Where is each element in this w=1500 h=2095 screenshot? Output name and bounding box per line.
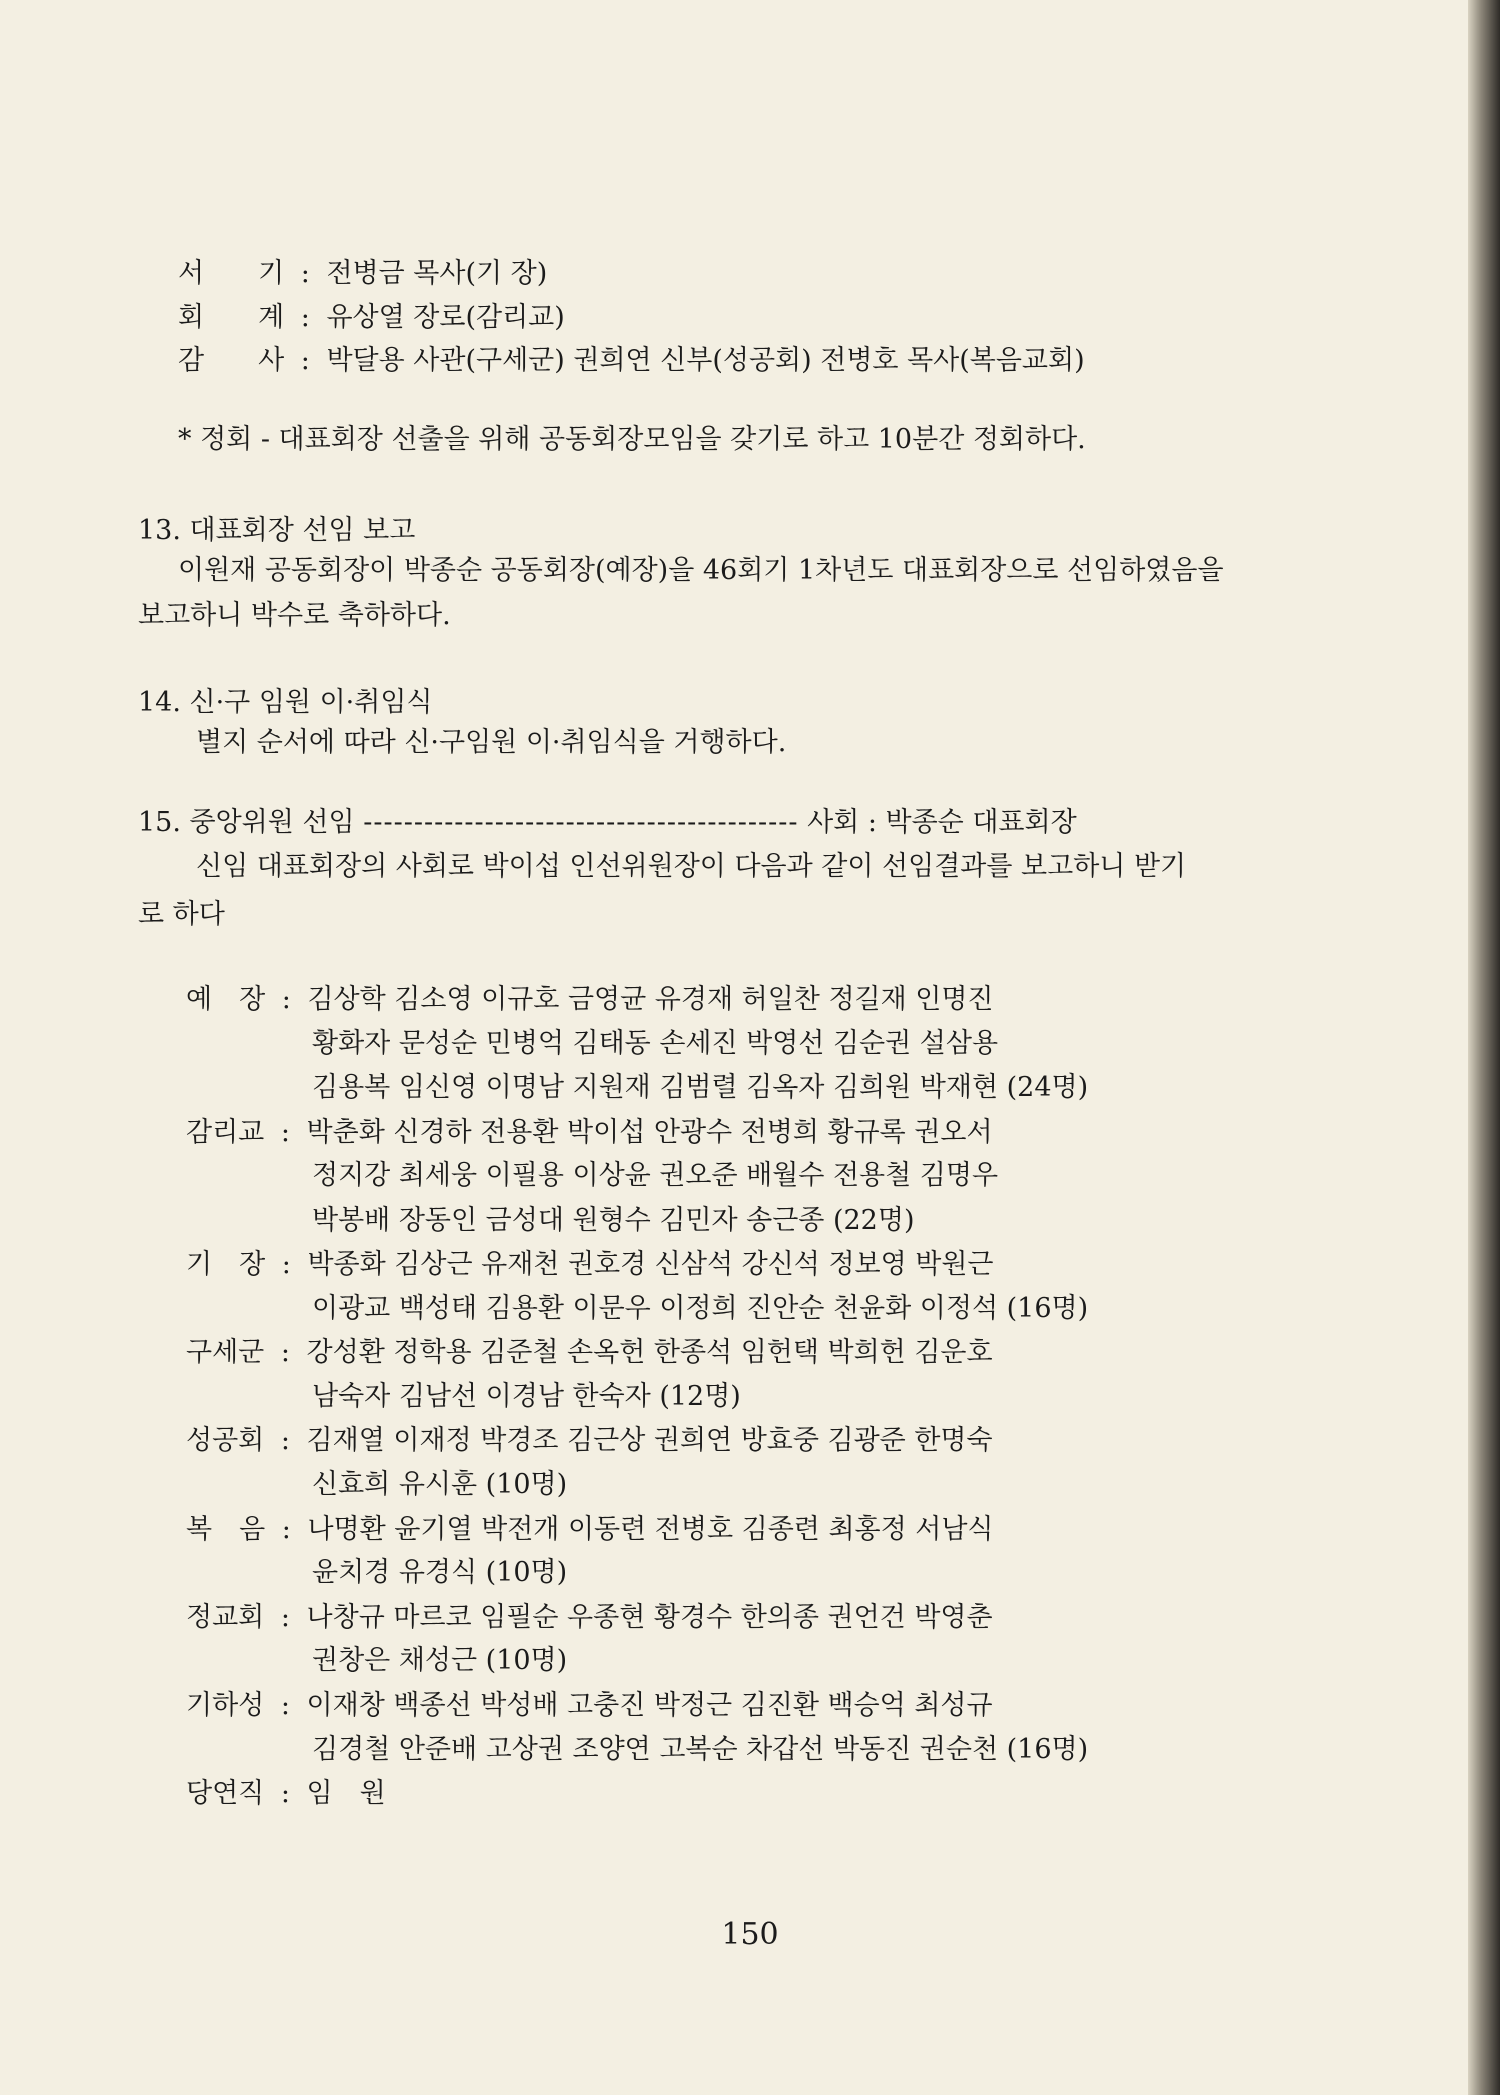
section-15-line2: 로 하다 xyxy=(138,899,225,930)
section-15-line1: 신임 대표회장의 사회로 박이섭 인선위원장이 다음과 같이 선임결과를 보고하니 받기 xyxy=(196,851,1187,882)
member-names: 박춘화 신경하 전용환 박이섭 안광수 전병희 황규록 권오서 xyxy=(306,1117,993,1148)
denomination-label: 성공회 xyxy=(186,1425,265,1456)
colon: : xyxy=(300,258,310,289)
member-names: 윤치경 유경식 (10명) xyxy=(312,1557,568,1588)
colon: : xyxy=(280,1690,290,1721)
dash-leader: ------------------------------------------- xyxy=(363,807,799,838)
section-15-heading: 15. 중앙위원 선임 xyxy=(138,807,355,838)
member-names: 박봉배 장동인 금성대 원형수 김민자 송근종 (22명) xyxy=(312,1205,915,1236)
committee-row xyxy=(186,1600,993,1636)
member-names: 김상학 김소영 이규호 금영균 유경재 허일찬 정길재 인명진 xyxy=(307,984,994,1015)
committee-row xyxy=(186,1776,386,1812)
section-13-heading: 13. 대표회장 선임 보고 xyxy=(138,515,416,546)
officer-label: 감 사 xyxy=(178,345,285,376)
member-names: 김용복 임신영 이명남 지원재 김범렬 김옥자 김희원 박재현 (24명) xyxy=(312,1072,1089,1103)
bleed-through-text xyxy=(760,240,1380,302)
section-14-body: 별지 순서에 따라 신·구임원 이·취임식을 거행하다. xyxy=(196,727,787,758)
member-names: 김경철 안준배 고상권 조양연 고복순 차갑선 박동진 권순천 (16명) xyxy=(312,1734,1089,1765)
denomination-label: 복 음 xyxy=(186,1514,266,1545)
officer-line xyxy=(178,343,1085,379)
colon: : xyxy=(280,1425,290,1456)
committee-row xyxy=(186,1335,993,1371)
committee-row xyxy=(186,1247,994,1283)
page-number: 150 xyxy=(721,1917,779,1952)
member-names: 강성환 정학용 김준철 손옥헌 한종석 임헌택 박희헌 김운호 xyxy=(306,1337,993,1368)
committee-row xyxy=(186,1115,993,1151)
colon: : xyxy=(281,984,291,1015)
member-names: 신효희 유시훈 (10명) xyxy=(312,1469,568,1500)
officer-label: 회 계 xyxy=(178,302,285,333)
denomination-label: 기하성 xyxy=(186,1690,265,1721)
member-names: 이광교 백성태 김용환 이문우 이정희 진안순 천윤화 이정석 (16명) xyxy=(312,1293,1089,1324)
denomination-label: 기 장 xyxy=(186,1249,266,1280)
section-15-heading-line xyxy=(138,805,1077,841)
member-names: 권창은 채성근 (10명) xyxy=(312,1645,568,1676)
recess-note: * 정회 - 대표회장 선출을 위해 공동회장모임을 갖기로 하고 10분간 정회하다. xyxy=(178,424,1086,455)
committee-row xyxy=(186,1688,993,1724)
officer-line xyxy=(178,256,547,292)
officer-text: 박달용 사관(구세군) 권희연 신부(성공회) 전병호 목사(복음교회) xyxy=(326,345,1085,376)
officer-line xyxy=(178,300,565,336)
colon: : xyxy=(281,1514,291,1545)
denomination-label: 감리교 xyxy=(186,1117,265,1148)
officer-text: 전병금 목사(기 장) xyxy=(326,258,548,289)
member-names: 이재창 백종선 박성배 고충진 박정근 김진환 백승억 최성규 xyxy=(306,1690,993,1721)
section-13-line1: 이원재 공동회장이 박종순 공동회장(예장)을 46회기 1차년도 대표회장으로 선임하였음을 xyxy=(178,555,1224,586)
section-13-line2: 보고하니 박수로 축하하다. xyxy=(138,600,451,631)
colon: : xyxy=(300,345,310,376)
committee-row xyxy=(186,982,994,1018)
denomination-label: 당연직 xyxy=(186,1778,265,1809)
officer-label: 서 기 xyxy=(178,258,285,289)
committee-row xyxy=(186,1512,994,1548)
denomination-label: 예 장 xyxy=(186,984,266,1015)
colon: : xyxy=(280,1602,290,1633)
member-names: 임 원 xyxy=(306,1778,386,1809)
colon: : xyxy=(280,1117,290,1148)
member-names: 나창규 마르코 임필순 우종현 황경수 한의종 권언건 박영춘 xyxy=(306,1602,993,1633)
member-names: 정지강 최세웅 이필용 이상윤 권오준 배월수 전용철 김명우 xyxy=(312,1160,999,1191)
denomination-label: 구세군 xyxy=(186,1337,265,1368)
officer-text: 유상열 장로(감리교) xyxy=(326,302,565,333)
committee-row xyxy=(186,1423,993,1459)
colon: : xyxy=(281,1249,291,1280)
colon: : xyxy=(300,302,310,333)
denomination-label: 정교회 xyxy=(186,1602,265,1633)
page-edge-shadow xyxy=(1468,0,1500,2095)
member-names: 황화자 문성순 민병억 김태동 손세진 박영선 김순권 설삼용 xyxy=(312,1028,999,1059)
member-names: 박종화 김상근 유재천 권호경 신삼석 강신석 정보영 박원근 xyxy=(307,1249,994,1280)
section-14-heading: 14. 신·구 임원 이·취임식 xyxy=(138,687,433,718)
member-names: 나명환 윤기열 박전개 이동련 전병호 김종련 최홍정 서남식 xyxy=(307,1514,994,1545)
member-names: 남숙자 김남선 이경남 한숙자 (12명) xyxy=(312,1381,741,1412)
colon: : xyxy=(280,1778,290,1809)
member-names: 김재열 이재정 박경조 김근상 권희연 방효중 김광준 한명숙 xyxy=(306,1425,993,1456)
section-15-chair: 사회 : 박종순 대표회장 xyxy=(807,807,1077,838)
colon: : xyxy=(280,1337,290,1368)
